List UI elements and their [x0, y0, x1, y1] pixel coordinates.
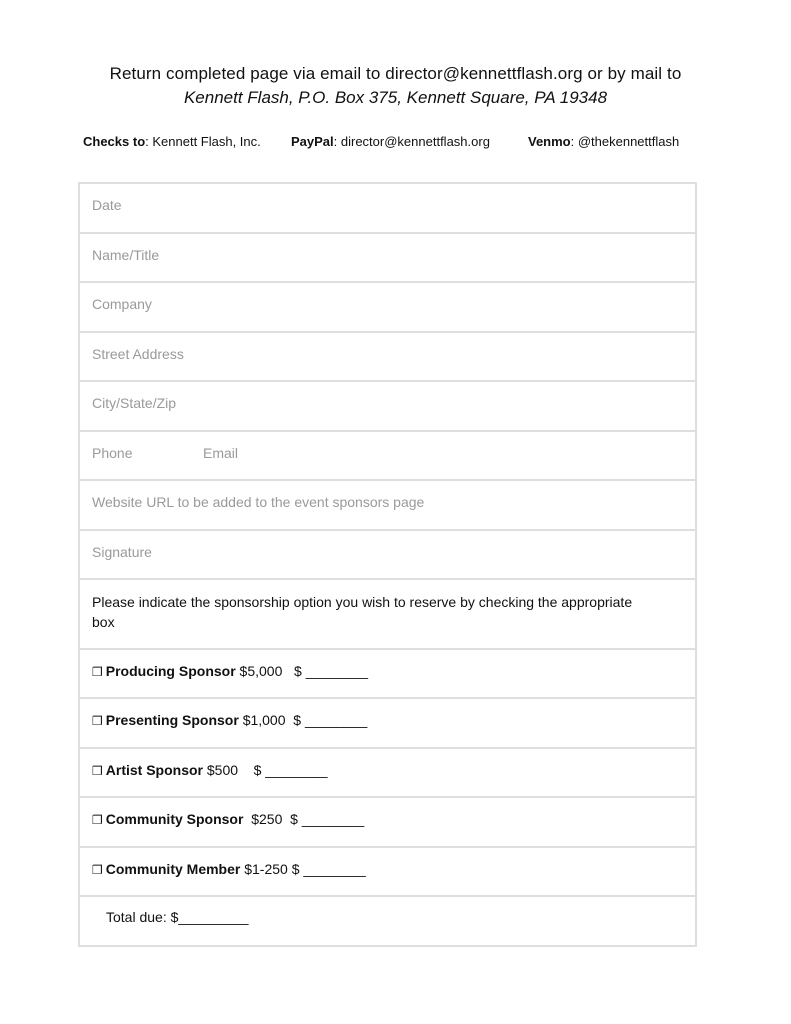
date-label: Date: [92, 197, 122, 213]
option-presenting-sponsor[interactable]: [80, 699, 695, 749]
website-label: Website URL to be added to the event sponsors page: [92, 494, 425, 510]
phone-email-field[interactable]: [80, 432, 695, 482]
name-title-field[interactable]: [80, 234, 695, 284]
option-amount: $ ________: [253, 761, 328, 778]
option-price: $5,000: [239, 662, 283, 679]
total-due: Total due: $_________: [106, 909, 249, 925]
venmo-value: : @thekennettflash: [570, 134, 680, 149]
option-name: Producing Sponsor: [105, 662, 236, 679]
total-row[interactable]: [80, 897, 695, 945]
paypal-value: : director@kennettflash.org: [333, 134, 490, 149]
checks-value: : Kennett Flash, Inc.: [145, 134, 261, 149]
city-state-zip-label: City/State/Zip: [92, 395, 177, 411]
option-amount: $ ________: [293, 712, 368, 728]
option-price: $500: [206, 761, 239, 778]
instruction-text: Please indicate the sponsorship option you wish to reserve by checking the appropriate box: [92, 594, 633, 630]
checkbox-icon[interactable]: ❒: [92, 664, 103, 679]
checkbox-icon[interactable]: ❒: [92, 862, 103, 877]
option-name: Presenting Sponsor: [105, 712, 239, 728]
option-price: $1,000: [242, 712, 286, 728]
option-price: $250: [251, 811, 283, 827]
option-name: Community Member: [105, 860, 241, 877]
paypal-label: PayPal: [291, 134, 334, 149]
option-community-member[interactable]: [80, 848, 695, 898]
option-amount: $ ________: [291, 860, 366, 877]
option-amount: $ ________: [294, 662, 369, 679]
street-address-label: Street Address: [92, 345, 184, 362]
checkbox-icon[interactable]: ❒: [92, 714, 103, 728]
sponsorship-form: [78, 182, 697, 947]
instruction-row: [80, 580, 695, 650]
return-instructions: Return completed page via email to director@kennettflash.org or by mail to: [109, 64, 682, 83]
checks-info: [83, 134, 261, 149]
email-label: Email: [203, 444, 239, 461]
venmo-label: Venmo: [528, 134, 571, 149]
city-state-zip-field[interactable]: [80, 382, 695, 432]
company-label: Company: [92, 296, 152, 312]
option-name: Community Sponsor: [105, 811, 244, 827]
mailing-address: Kennett Flash, P.O. Box 375, Kennett Square, PA 19348: [183, 88, 608, 107]
option-producing-sponsor[interactable]: [80, 650, 695, 700]
date-field[interactable]: [80, 184, 695, 234]
option-name: Artist Sponsor: [105, 761, 203, 778]
street-address-field[interactable]: [80, 333, 695, 383]
venmo-info: [528, 134, 679, 149]
option-artist-sponsor[interactable]: [80, 749, 695, 799]
name-title-label: Name/Title: [92, 246, 160, 263]
option-amount: $ ________: [290, 811, 365, 827]
option-price: $1-250: [244, 860, 288, 877]
checkbox-icon[interactable]: ❒: [92, 813, 103, 827]
paypal-info: [291, 134, 490, 149]
checkbox-icon[interactable]: ❒: [92, 763, 103, 778]
option-community-sponsor[interactable]: [80, 798, 695, 848]
phone-label: Phone: [92, 444, 133, 461]
website-field[interactable]: [80, 481, 695, 531]
signature-label: Signature: [92, 543, 152, 560]
company-field[interactable]: [80, 283, 695, 333]
checks-label: Checks to: [83, 134, 146, 149]
signature-field[interactable]: [80, 531, 695, 581]
